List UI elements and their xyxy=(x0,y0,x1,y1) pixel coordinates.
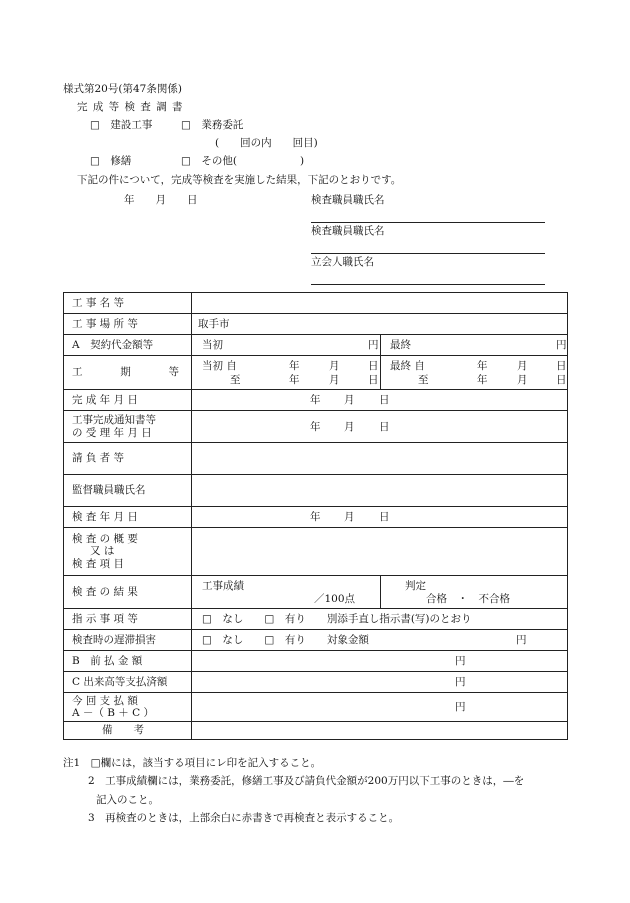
table-row xyxy=(64,411,568,443)
table-row xyxy=(64,475,568,507)
month-label: 月 xyxy=(517,374,528,386)
option-consignment[interactable]: □ 業務委託 xyxy=(181,119,244,131)
period-label-b: 期 xyxy=(120,366,131,379)
note-2a: 2 工事成績欄には，業務委託，修繕工事及び請負代金額が200万円以下工事のときは，―を xyxy=(88,775,525,787)
day-label: 日 xyxy=(379,511,390,523)
initial-from-label: 当初 自 xyxy=(202,360,237,372)
witness-name-label: 立会人職氏名 xyxy=(311,256,374,268)
inspection-overview-label-3: 検 査 項 目 xyxy=(72,557,125,570)
delay-damage-label: 検査時の遅滞損害 xyxy=(72,633,156,646)
notice-receipt-label-1: 工事完成通知書等 xyxy=(72,414,156,427)
table-row xyxy=(64,356,568,390)
score-label: 工事成績 xyxy=(202,580,244,592)
instructions-options[interactable]: □ なし □ 有り 別添手直し指示書(写)のとおり xyxy=(202,612,472,625)
completion-date-label: 完 成 年 月 日 xyxy=(72,393,138,406)
option-other[interactable]: □ その他( ) xyxy=(181,155,305,167)
advance-payment-label: B 前 払 金 額 xyxy=(72,654,143,667)
table-row xyxy=(64,390,568,411)
instructions-label: 指 示 事 項 等 xyxy=(72,612,138,625)
supervisor-label: 監督職員職氏名 xyxy=(72,484,146,497)
month-label: 月 xyxy=(344,394,355,406)
day-label: 日 xyxy=(379,421,390,433)
table-row xyxy=(64,314,568,335)
final-label: 最終 xyxy=(390,339,411,351)
period-label-c: 等 xyxy=(168,366,179,379)
report-date: 年 月 日 xyxy=(124,194,198,206)
inspection-result-label: 検 査 の 結 果 xyxy=(72,585,138,598)
supervisor-value[interactable] xyxy=(192,475,568,507)
table-row xyxy=(64,722,568,740)
contractor-value[interactable] xyxy=(192,443,568,475)
day-label: 日 xyxy=(379,394,390,406)
signature-line-1 xyxy=(311,222,545,223)
day-label: 日 xyxy=(368,374,379,386)
score-unit: ／100点 xyxy=(314,593,356,605)
notice-receipt-label-2: の 受 理 年 月 日 xyxy=(72,426,152,439)
month-label: 月 xyxy=(344,421,355,433)
inspection-table xyxy=(63,292,568,740)
year-label: 年 xyxy=(477,374,488,386)
table-row xyxy=(64,443,568,475)
judgement-label: 判定 xyxy=(405,580,426,592)
month-label: 月 xyxy=(329,374,340,386)
construction-name-label: 工 事 名 等 xyxy=(72,296,125,309)
table-row xyxy=(64,630,568,651)
remarks-label: 備 考 xyxy=(102,724,144,737)
table-row xyxy=(64,672,568,693)
yen-unit: 円 xyxy=(455,676,466,688)
table-row xyxy=(64,293,568,314)
contractor-label: 請 負 者 等 xyxy=(72,452,125,465)
inspector-name-label-2: 検査職員職氏名 xyxy=(311,225,385,237)
final-to-label: 至 xyxy=(418,374,429,386)
day-label: 日 xyxy=(556,374,567,386)
table-row xyxy=(64,651,568,672)
table-row xyxy=(64,576,568,609)
signature-line-2 xyxy=(311,253,545,254)
yen-unit: 円 xyxy=(556,339,567,351)
inspector-name-label-1: 検査職員職氏名 xyxy=(311,194,385,206)
year-label: 年 xyxy=(289,374,300,386)
count-note: ( 回の内 回目) xyxy=(215,137,318,149)
remarks-value[interactable] xyxy=(192,722,568,740)
period-label-a: 工 xyxy=(72,366,83,379)
inspection-overview-label-2: 又 は xyxy=(90,545,115,558)
initial-label: 当初 xyxy=(202,339,223,351)
construction-site-value[interactable]: 取手市 xyxy=(198,317,230,330)
pass-fail-options[interactable]: 合格 ・ 不合格 xyxy=(426,593,510,605)
table-row xyxy=(64,528,568,576)
form-title: 完 成 等 検 査 調 書 xyxy=(77,101,184,113)
note-3: 3 再検査のときは，上部余白に赤書きで再検査と表示すること。 xyxy=(88,812,400,824)
note-1: 注1 □欄には，該当する項目にレ印を記入すること。 xyxy=(63,757,322,769)
inspection-overview-label-1: 検 査 の 概 要 xyxy=(72,533,138,546)
year-label: 年 xyxy=(310,511,321,523)
year-label: 年 xyxy=(310,394,321,406)
note-2b: 記入のこと。 xyxy=(96,794,159,806)
year-label: 年 xyxy=(289,360,300,372)
construction-name-value[interactable] xyxy=(192,293,568,314)
form-number: 様式第20号(第47条関係) xyxy=(63,83,182,95)
initial-to-label: 至 xyxy=(230,374,241,386)
month-label: 月 xyxy=(344,511,355,523)
yen-unit: 円 xyxy=(455,701,466,713)
contract-amount-label: A 契約代金額等 xyxy=(72,338,154,351)
lead-text: 下記の件について，完成等検査を実施した結果，下記のとおりです。 xyxy=(77,174,402,186)
year-label: 年 xyxy=(310,421,321,433)
signature-line-3 xyxy=(311,284,545,285)
delay-damage-options[interactable]: □ なし □ 有り 対象金額 xyxy=(202,634,369,646)
month-label: 月 xyxy=(329,360,340,372)
year-label: 年 xyxy=(477,360,488,372)
table-row xyxy=(64,693,568,722)
construction-site-label: 工 事 場 所 等 xyxy=(72,317,138,330)
day-label: 日 xyxy=(368,360,379,372)
current-payment-label-2: A －（ B ＋ C ） xyxy=(72,707,155,719)
yen-unit: 円 xyxy=(455,655,466,667)
table-row xyxy=(64,609,568,630)
paid-amount-label: C 出来高等支払済額 xyxy=(72,675,168,688)
option-construction[interactable]: □ 建設工事 xyxy=(90,119,153,131)
inspection-date-label: 検 査 年 月 日 xyxy=(72,510,138,523)
table-row xyxy=(64,507,568,528)
current-payment-label-1: 今 回 支 払 額 xyxy=(72,694,138,707)
inspection-overview-value[interactable] xyxy=(192,528,568,576)
yen-unit: 円 xyxy=(368,339,379,351)
option-repair[interactable]: □ 修繕 xyxy=(90,155,132,167)
yen-unit: 円 xyxy=(516,634,527,646)
table-row xyxy=(64,335,568,356)
day-label: 日 xyxy=(556,360,567,372)
month-label: 月 xyxy=(517,360,528,372)
final-from-label: 最終 自 xyxy=(390,360,425,372)
